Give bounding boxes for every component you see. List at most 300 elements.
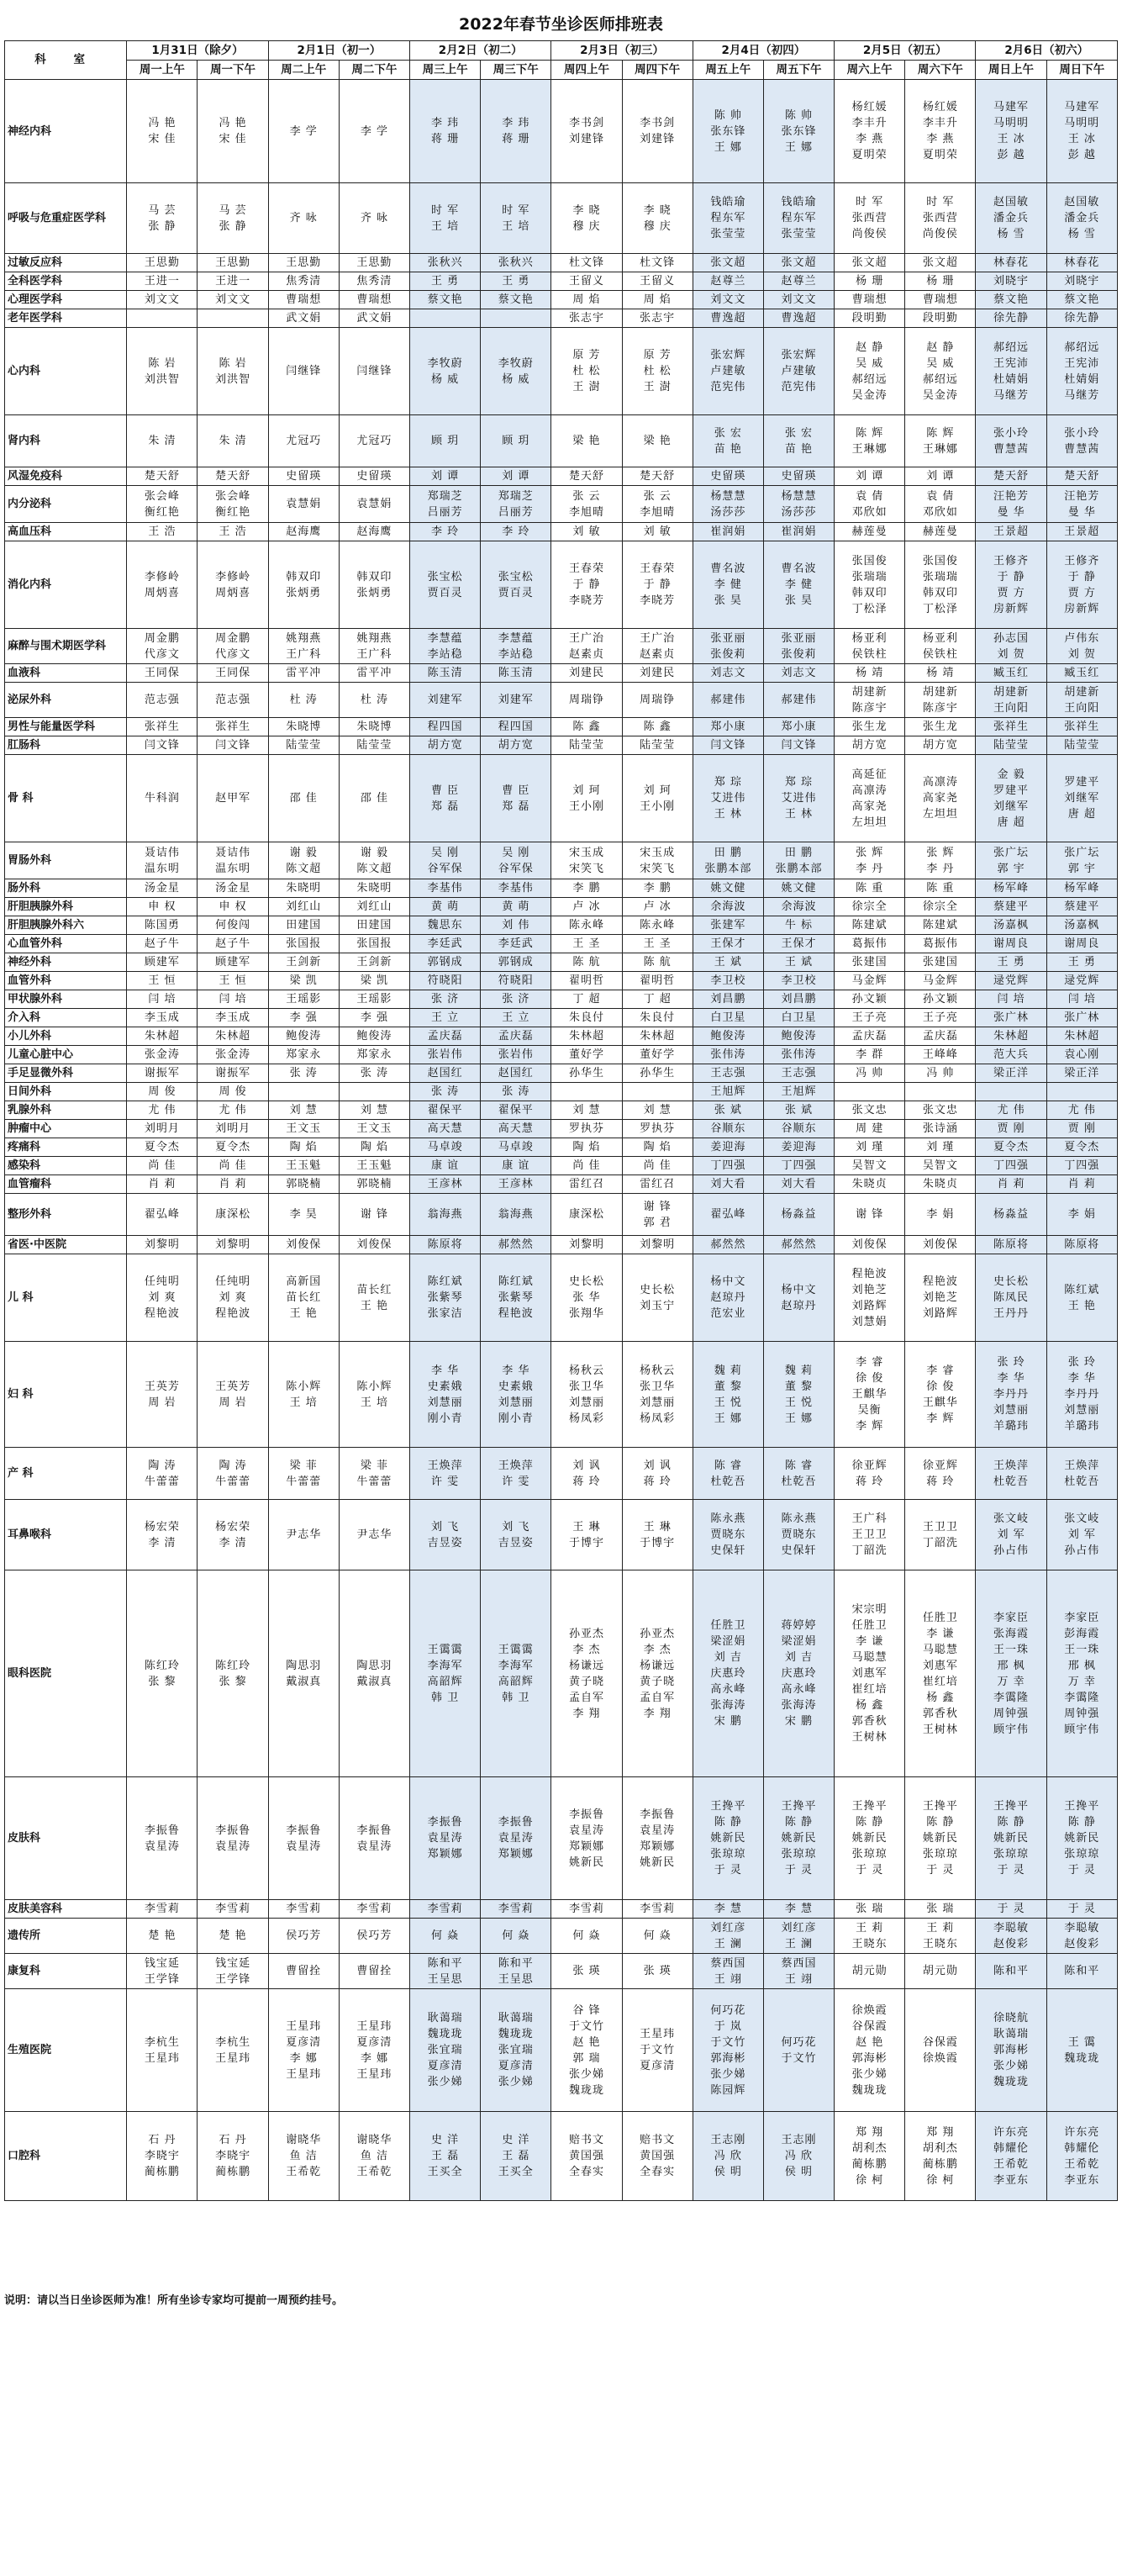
- schedule-cell: 周金鹏 代彦文: [127, 629, 198, 664]
- schedule-cell: 刘红山: [339, 898, 409, 916]
- schedule-cell: 李牧蔚 杨 威: [410, 328, 481, 415]
- schedule-cell: 孟庆磊: [835, 1027, 905, 1046]
- table-row: [5, 1175, 1118, 1194]
- schedule-cell: 杨 靖: [905, 664, 976, 683]
- schedule-cell: 刘 敏: [622, 523, 693, 541]
- schedule-cell: 何 焱: [410, 1919, 481, 1954]
- schedule-cell: 陈永燕 贾晓东 史保轩: [693, 1500, 763, 1570]
- dept-name: 耳鼻喉科: [5, 1500, 127, 1570]
- schedule-cell: 陈 辉 王琳娜: [835, 415, 905, 467]
- schedule-cell: 史留瑛: [763, 467, 834, 486]
- schedule-cell: 郝建伟: [693, 683, 763, 718]
- schedule-cell: 陈 岩 刘洪智: [127, 328, 198, 415]
- schedule-cell: 徐宗全: [905, 898, 976, 916]
- slot-header: 周三下午: [481, 61, 551, 80]
- dept-name: 全科医学科: [5, 272, 127, 291]
- schedule-cell: 任胜卫 李 谦 马聪慧 刘惠军 崔红培 杨 鑫 郭香秋 王树林: [905, 1570, 976, 1777]
- schedule-cell: 高天慧: [481, 1120, 551, 1138]
- schedule-cell: 李玉成: [198, 1009, 268, 1027]
- schedule-cell: 王修齐 于 静 贾 方 房新辉: [976, 541, 1046, 629]
- schedule-cell: 曹瑞想: [268, 291, 339, 309]
- schedule-cell: 王同保: [127, 664, 198, 683]
- schedule-cell: 翁海燕: [410, 1194, 481, 1236]
- schedule-cell: 张建军: [693, 916, 763, 935]
- schedule-cell: 刘大看: [693, 1175, 763, 1194]
- schedule-cell: 王焕萍 许 雯: [481, 1448, 551, 1500]
- schedule-cell: 马建军 马明明 王 冰 彭 越: [1046, 80, 1117, 183]
- schedule-cell: 鲍俊涛: [339, 1027, 409, 1046]
- schedule-cell: 李家臣 彭海霞 王一珠 邢 枫 万 幸 李霭隆 周钟强 顾宇伟: [1046, 1570, 1117, 1777]
- schedule-cell: 张祥生: [976, 718, 1046, 736]
- schedule-cell: 卢伟东 刘 贺: [1046, 629, 1117, 664]
- schedule-cell: 杜文锋: [551, 254, 622, 272]
- schedule-cell: 梁 菲 牛蕾蕾: [339, 1448, 409, 1500]
- schedule-cell: 段明勤: [905, 309, 976, 328]
- schedule-cell: 王志刚 冯 欣 侯 明: [693, 2112, 763, 2201]
- schedule-cell: 王 浩: [198, 523, 268, 541]
- schedule-cell: 赫莲曼: [905, 523, 976, 541]
- schedule-cell: 董好学: [622, 1046, 693, 1064]
- schedule-cell: 杜 涛: [268, 683, 339, 718]
- slot-header: 周四上午: [551, 61, 622, 80]
- dept-name: 泌尿外科: [5, 683, 127, 718]
- schedule-cell: 耿蔼瑞 魏珑珑 张宜瑞 夏彦清 张少娣: [410, 1989, 481, 2112]
- schedule-cell: 胡方宽: [905, 736, 976, 755]
- schedule-cell: 张岩伟: [481, 1046, 551, 1064]
- schedule-cell: 尚 佳: [127, 1157, 198, 1175]
- schedule-cell: 刘 珂 王小刚: [622, 755, 693, 842]
- slot-header: 周二下午: [339, 61, 409, 80]
- schedule-cell: 史 洋 王 磊 王买全: [410, 2112, 481, 2201]
- schedule-cell: 杨秋云 张卫华 刘慧丽 杨凤彩: [551, 1342, 622, 1448]
- schedule-cell: 尤 伟: [127, 1101, 198, 1120]
- table-row: [5, 1194, 1118, 1236]
- schedule-cell: 楚天舒: [198, 467, 268, 486]
- schedule-cell: 王焕萍 杜乾吾: [976, 1448, 1046, 1500]
- schedule-cell: 赵海鹰: [339, 523, 409, 541]
- schedule-cell: 韩双印 张炳勇: [339, 541, 409, 629]
- schedule-cell: 李振鲁 袁星涛 郑颖娜: [410, 1777, 481, 1900]
- schedule-cell: 楚 艳: [198, 1919, 268, 1954]
- schedule-cell: 陈和平: [1046, 1954, 1117, 1989]
- schedule-cell: 张国俊 张瑞瑞 韩双印 丁松泽: [905, 541, 976, 629]
- schedule-cell: 张宏辉 卢建敏 范宪伟: [693, 328, 763, 415]
- schedule-cell: 王英芳 周 岩: [127, 1342, 198, 1448]
- table-row: [5, 523, 1118, 541]
- schedule-cell: 李卫校: [693, 972, 763, 990]
- dept-name: 血管外科: [5, 972, 127, 990]
- table-row: [5, 1009, 1118, 1027]
- schedule-cell: 李 慧: [763, 1900, 834, 1919]
- schedule-cell: 王 斌: [763, 953, 834, 972]
- dept-name: 神经外科: [5, 953, 127, 972]
- schedule-cell: 张 瑞: [905, 1900, 976, 1919]
- schedule-cell: 冯 帅: [835, 1064, 905, 1083]
- schedule-cell: 张广坛 郭 宇: [1046, 842, 1117, 879]
- schedule-cell: 刘 飞 吉昱姿: [410, 1500, 481, 1570]
- schedule-cell: 朱林超: [127, 1027, 198, 1046]
- schedule-cell: 陈 鑫: [622, 718, 693, 736]
- schedule-cell: 陈永峰: [622, 916, 693, 935]
- schedule-cell: 姚翔燕 王广科: [268, 629, 339, 664]
- schedule-cell: 王 恒: [198, 972, 268, 990]
- schedule-cell: 吴智文: [835, 1157, 905, 1175]
- schedule-cell: 朱晓明: [339, 879, 409, 898]
- schedule-cell: 陈和平 王呈思: [481, 1954, 551, 1989]
- schedule-cell: 梁 凯: [268, 972, 339, 990]
- schedule-cell: 刘 讽 蒋 玲: [622, 1448, 693, 1500]
- schedule-cell: 陈建斌: [905, 916, 976, 935]
- schedule-cell: 王修齐 于 静 贾 方 房新辉: [1046, 541, 1117, 629]
- schedule-cell: 逯党辉: [976, 972, 1046, 990]
- schedule-cell: 陈原将: [1046, 1236, 1117, 1254]
- dept-name: 麻醉与围术期医学科: [5, 629, 127, 664]
- schedule-cell: 范志强: [198, 683, 268, 718]
- schedule-cell: 王进一: [127, 272, 198, 291]
- table-row: [5, 1138, 1118, 1157]
- schedule-cell: 邵 佳: [339, 755, 409, 842]
- schedule-cell: 王保才: [763, 935, 834, 953]
- schedule-cell: 李雪莉: [410, 1900, 481, 1919]
- schedule-cell: 赵国红: [481, 1064, 551, 1083]
- schedule-cell: 卢 冰: [622, 898, 693, 916]
- schedule-cell: 陈 重: [905, 879, 976, 898]
- schedule-cell: 时 军 王 培: [410, 183, 481, 254]
- schedule-cell: 李 鹏: [551, 879, 622, 898]
- schedule-cell: 冯 帅: [905, 1064, 976, 1083]
- schedule-cell: 刘 伟: [481, 916, 551, 935]
- schedule-cell: 王搀平 陈 静 姚新民 张琼琼 于 灵: [835, 1777, 905, 1900]
- schedule-cell: 王广治 赵素贞: [551, 629, 622, 664]
- dept-name: 整形外科: [5, 1194, 127, 1236]
- schedule-cell: 葛振伟: [835, 935, 905, 953]
- schedule-cell: 李振鲁 袁星涛 郑颖娜 姚新民: [551, 1777, 622, 1900]
- schedule-cell: 高新国 苗长红 王 艳: [268, 1254, 339, 1342]
- schedule-cell: 张 斌: [693, 1101, 763, 1120]
- schedule-cell: 陆莹莹: [339, 736, 409, 755]
- schedule-cell: 郝然然: [763, 1236, 834, 1254]
- schedule-cell: 周 建: [835, 1120, 905, 1138]
- dept-name: 遗传所: [5, 1919, 127, 1954]
- schedule-cell: 王瑶影: [339, 990, 409, 1009]
- schedule-cell: 朱良付: [551, 1009, 622, 1027]
- schedule-cell: 史长松 陈凤民 王丹丹: [976, 1254, 1046, 1342]
- schedule-cell: 尤冠巧: [268, 415, 339, 467]
- schedule-cell: 李振鲁 袁星涛: [127, 1777, 198, 1900]
- page-title: 2022年春节坐诊医师排班表: [459, 15, 663, 34]
- dept-name: 生殖医院: [5, 1989, 127, 2112]
- table-row: [5, 755, 1118, 842]
- schedule-cell: 邵 佳: [268, 755, 339, 842]
- schedule-cell: 陈小辉 王 培: [339, 1342, 409, 1448]
- schedule-cell: 张志宇: [622, 309, 693, 328]
- schedule-cell: 张 济: [410, 990, 481, 1009]
- schedule-cell: 姚文健: [693, 879, 763, 898]
- schedule-cell: 宋玉成 宋笑飞: [551, 842, 622, 879]
- schedule-cell: 李振鲁 袁星涛: [268, 1777, 339, 1900]
- table-row: [5, 990, 1118, 1009]
- day-header: 1月31日（除夕）: [127, 41, 268, 61]
- schedule-cell: 朱晓贞: [835, 1175, 905, 1194]
- schedule-cell: 谷顺东: [763, 1120, 834, 1138]
- schedule-cell: 梁正洋: [1046, 1064, 1117, 1083]
- schedule-cell: 丁四强: [763, 1157, 834, 1175]
- schedule-cell: 张秋兴: [481, 254, 551, 272]
- schedule-cell: 李基伟: [410, 879, 481, 898]
- schedule-cell: 朱林超: [198, 1027, 268, 1046]
- schedule-cell: 王剑新: [339, 953, 409, 972]
- schedule-cell: 丁 超: [622, 990, 693, 1009]
- schedule-cell: [551, 1083, 622, 1101]
- schedule-cell: 王 斌: [693, 953, 763, 972]
- schedule-cell: 楚天舒: [127, 467, 198, 486]
- schedule-cell: [198, 309, 268, 328]
- schedule-cell: [835, 1083, 905, 1101]
- schedule-cell: 翟弘峰: [693, 1194, 763, 1236]
- schedule-cell: 王霭霭 李海军 高韶辉 韩 卫: [410, 1570, 481, 1777]
- schedule-cell: 张国报: [339, 935, 409, 953]
- schedule-cell: 张秋兴: [410, 254, 481, 272]
- schedule-cell: 王思勤: [127, 254, 198, 272]
- schedule-cell: [481, 309, 551, 328]
- schedule-cell: 赔书文 黄国强 全春实: [551, 2112, 622, 2201]
- schedule-cell: 何俊闯: [198, 916, 268, 935]
- schedule-cell: 鲍俊涛: [763, 1027, 834, 1046]
- schedule-cell: 张 云 李旭晴: [622, 486, 693, 523]
- schedule-cell: 张文忠: [835, 1101, 905, 1120]
- schedule-cell: 陈永峰: [551, 916, 622, 935]
- schedule-cell: 张金涛: [198, 1046, 268, 1064]
- schedule-cell: 田 鹏 张鹏本部: [693, 842, 763, 879]
- schedule-cell: 王思勤: [198, 254, 268, 272]
- schedule-cell: 陶思羽 戴淑真: [268, 1570, 339, 1777]
- schedule-cell: 周金鹏 代彦文: [198, 629, 268, 664]
- schedule-cell: 陈 睿 杜乾吾: [693, 1448, 763, 1500]
- schedule-cell: 赵子牛: [127, 935, 198, 953]
- schedule-cell: 陈红斌 张紫琴 张家洁: [410, 1254, 481, 1342]
- schedule-cell: 李 睿 徐 俊 王麒华 李 辉: [905, 1342, 976, 1448]
- schedule-cell: 雷红召: [622, 1175, 693, 1194]
- schedule-cell: 徐先静: [1046, 309, 1117, 328]
- schedule-cell: 白卫星: [693, 1009, 763, 1027]
- schedule-cell: 原 芳 杜 松 王 澍: [551, 328, 622, 415]
- schedule-cell: 楚天舒: [1046, 467, 1117, 486]
- schedule-cell: 原 芳 杜 松 王 澍: [622, 328, 693, 415]
- schedule-cell: 李牧蔚 杨 威: [481, 328, 551, 415]
- schedule-cell: 闫文锋: [763, 736, 834, 755]
- schedule-cell: 张 济: [481, 990, 551, 1009]
- schedule-cell: 谢晓华 鱼 洁 王希乾: [339, 2112, 409, 2201]
- schedule-cell: 王 圣: [551, 935, 622, 953]
- schedule-cell: 王卫卫 丁韶洗: [905, 1500, 976, 1570]
- schedule-cell: 李基伟: [481, 879, 551, 898]
- schedule-cell: 陈 鑫: [551, 718, 622, 736]
- dept-name: 老年医学科: [5, 309, 127, 328]
- schedule-cell: 王同保: [198, 664, 268, 683]
- schedule-cell: 刘红山: [268, 898, 339, 916]
- schedule-cell: 张诗涵: [905, 1120, 976, 1138]
- schedule-cell: 李雪莉: [622, 1900, 693, 1919]
- schedule-cell: 谢晓华 鱼 洁 王希乾: [268, 2112, 339, 2201]
- schedule-cell: 陈永燕 贾晓东 史保轩: [763, 1500, 834, 1570]
- schedule-cell: 刘黎明: [127, 1236, 198, 1254]
- schedule-cell: 李 晓 穆 庆: [622, 183, 693, 254]
- schedule-cell: 张 玲 李 华 李丹丹 刘慧丽 羊璐玮: [1046, 1342, 1117, 1448]
- schedule-cell: 张小玲 曹慧茜: [976, 415, 1046, 467]
- schedule-cell: 王星玮 夏彦清 李 娜 王星玮: [268, 1989, 339, 2112]
- schedule-cell: 杨秋云 张卫华 刘慧丽 杨凤彩: [622, 1342, 693, 1448]
- schedule-cell: 张伟涛: [763, 1046, 834, 1064]
- schedule-cell: [127, 309, 198, 328]
- schedule-cell: 钱皓瑜 程东军 张莹莹: [763, 183, 834, 254]
- schedule-cell: 李杭生 王星玮: [127, 1989, 198, 2112]
- schedule-cell: 王搀平 陈 静 姚新民 张琼琼 于 灵: [905, 1777, 976, 1900]
- schedule-cell: 胡元勋: [905, 1954, 976, 1989]
- schedule-cell: 张祥生: [198, 718, 268, 736]
- slot-header: 周六上午: [835, 61, 905, 80]
- schedule-cell: 陶 焰: [339, 1138, 409, 1157]
- dept-name: 口腔科: [5, 2112, 127, 2201]
- schedule-cell: 朱晓贞: [905, 1175, 976, 1194]
- schedule-cell: 梁 菲 牛蕾蕾: [268, 1448, 339, 1500]
- dept-name: 皮肤美容科: [5, 1900, 127, 1919]
- schedule-cell: 顾建军: [127, 953, 198, 972]
- schedule-cell: 杨 靖: [835, 664, 905, 683]
- schedule-cell: 张 瑞: [835, 1900, 905, 1919]
- schedule-cell: 李廷武: [481, 935, 551, 953]
- schedule-cell: 陈和平: [976, 1954, 1046, 1989]
- schedule-cell: 张小玲 曹慧茜: [1046, 415, 1117, 467]
- slot-header: 周日上午: [976, 61, 1046, 80]
- schedule-cell: 张会峰 衡红艳: [127, 486, 198, 523]
- schedule-cell: 时 军 张西营 尚俊侯: [835, 183, 905, 254]
- schedule-cell: 尚 佳: [551, 1157, 622, 1175]
- schedule-cell: [268, 1083, 339, 1101]
- schedule-cell: 魏 莉 董 黎 王 悦 王 娜: [693, 1342, 763, 1448]
- schedule-cell: 申 权: [198, 898, 268, 916]
- schedule-cell: 郝建伟: [763, 683, 834, 718]
- schedule-cell: 汤嘉枫: [1046, 916, 1117, 935]
- dept-name: 心血管外科: [5, 935, 127, 953]
- schedule-cell: 朱林超: [551, 1027, 622, 1046]
- schedule-cell: 张 涛: [481, 1083, 551, 1101]
- schedule-cell: 周瑞铮: [622, 683, 693, 718]
- schedule-cell: 吴 刚 谷军保: [410, 842, 481, 879]
- slot-header: 周一上午: [127, 61, 198, 80]
- schedule-cell: 朱晓博: [268, 718, 339, 736]
- schedule-cell: [1046, 1083, 1117, 1101]
- schedule-cell: 陈建斌: [835, 916, 905, 935]
- dept-header: 科 室: [5, 41, 127, 80]
- schedule-cell: 胡建新 王向阳: [976, 683, 1046, 718]
- schedule-cell: 刘昌鹏: [693, 990, 763, 1009]
- schedule-cell: 任纯明 刘 爽 程艳波: [127, 1254, 198, 1342]
- schedule-cell: 李慧蕴 李站稳: [481, 629, 551, 664]
- schedule-cell: 李廷武: [410, 935, 481, 953]
- schedule-cell: 袁慧娟: [339, 486, 409, 523]
- dept-name: 甲状腺外科: [5, 990, 127, 1009]
- schedule-cell: 李修岭 周炳喜: [198, 541, 268, 629]
- schedule-cell: 申 权: [127, 898, 198, 916]
- table-row: [5, 309, 1118, 328]
- schedule-cell: 梁正洋: [976, 1064, 1046, 1083]
- schedule-cell: 田建国: [339, 916, 409, 935]
- schedule-cell: 李雪莉: [481, 1900, 551, 1919]
- day-header: 2月1日（初一）: [268, 41, 409, 61]
- schedule-cell: 朱晓明: [268, 879, 339, 898]
- schedule-cell: 时 军 王 培: [481, 183, 551, 254]
- table-row: [5, 541, 1118, 629]
- schedule-cell: 臧玉红: [1046, 664, 1117, 683]
- schedule-cell: 张宝松 贾百灵: [481, 541, 551, 629]
- table-row: [5, 953, 1118, 972]
- schedule-cell: 王 圣: [622, 935, 693, 953]
- day-header: 2月3日（初三）: [551, 41, 693, 61]
- schedule-cell: 李 强: [339, 1009, 409, 1027]
- schedule-cell: 陆莹莹: [268, 736, 339, 755]
- table-row: [5, 935, 1118, 953]
- schedule-cell: 周 俊: [198, 1083, 268, 1101]
- schedule-cell: 姚文健: [763, 879, 834, 898]
- schedule-cell: 徐亚辉 蒋 玲: [835, 1448, 905, 1500]
- schedule-cell: 翁海燕: [481, 1194, 551, 1236]
- schedule-cell: 冯 艳 宋 佳: [198, 80, 268, 183]
- schedule-cell: 朱林超: [1046, 1027, 1117, 1046]
- schedule-cell: 王广治 赵素贞: [622, 629, 693, 664]
- schedule-cell: 杨 珊: [835, 272, 905, 291]
- dept-name: 肠外科: [5, 879, 127, 898]
- schedule-cell: 闫继锋: [339, 328, 409, 415]
- schedule-cell: 罗建平 刘继军 唐 超: [1046, 755, 1117, 842]
- schedule-cell: 何巧花 于文竹: [763, 1989, 834, 2112]
- schedule-cell: 康 谊: [410, 1157, 481, 1175]
- table-row: [5, 1342, 1118, 1448]
- schedule-cell: 张文忠: [905, 1101, 976, 1120]
- schedule-cell: 刘 讽 蒋 玲: [551, 1448, 622, 1500]
- table-row: [5, 415, 1118, 467]
- schedule-cell: 郑 琮 艾进伟 王 林: [693, 755, 763, 842]
- schedule-cell: 李 娟: [1046, 1194, 1117, 1236]
- schedule-cell: 王 莉 王晓东: [905, 1919, 976, 1954]
- schedule-cell: 张宏辉 卢建敏 范宪伟: [763, 328, 834, 415]
- schedule-cell: 陶 焰: [551, 1138, 622, 1157]
- schedule-cell: 罗执芬: [551, 1120, 622, 1138]
- schedule-cell: 郑瑞芝 吕丽芳: [410, 486, 481, 523]
- schedule-cell: 蔡文艳: [976, 291, 1046, 309]
- schedule-cell: 范志强: [127, 683, 198, 718]
- schedule-cell: 肖 莉: [1046, 1175, 1117, 1194]
- schedule-cell: 王玉魁: [268, 1157, 339, 1175]
- schedule-cell: 郝绍远 王宪沛 杜婧娟 马继芳: [1046, 328, 1117, 415]
- dept-name: 肝胆胰腺外科: [5, 898, 127, 916]
- schedule-cell: 刘俊保: [905, 1236, 976, 1254]
- schedule-cell: 林春花: [1046, 254, 1117, 272]
- schedule-cell: 牛 标: [763, 916, 834, 935]
- schedule-cell: 谷 锋 于文竹 赵 艳 郭 瑞 张少娣 魏珑珑: [551, 1989, 622, 2112]
- schedule-cell: 刘黎明: [622, 1236, 693, 1254]
- schedule-cell: 翟明哲: [551, 972, 622, 990]
- schedule-cell: 王春荣 于 静 李晓芳: [622, 541, 693, 629]
- schedule-cell: 孙志国 刘 贺: [976, 629, 1046, 664]
- schedule-cell: 郑家永: [339, 1046, 409, 1064]
- table-row: [5, 183, 1118, 254]
- schedule-cell: 周瑞铮: [551, 683, 622, 718]
- schedule-cell: 刘大看: [763, 1175, 834, 1194]
- schedule-cell: 张会峰 衡红艳: [198, 486, 268, 523]
- schedule-cell: 刘红彦 王 澜: [693, 1919, 763, 1954]
- schedule-cell: 闫 培: [976, 990, 1046, 1009]
- schedule-cell: 梁 凯: [339, 972, 409, 990]
